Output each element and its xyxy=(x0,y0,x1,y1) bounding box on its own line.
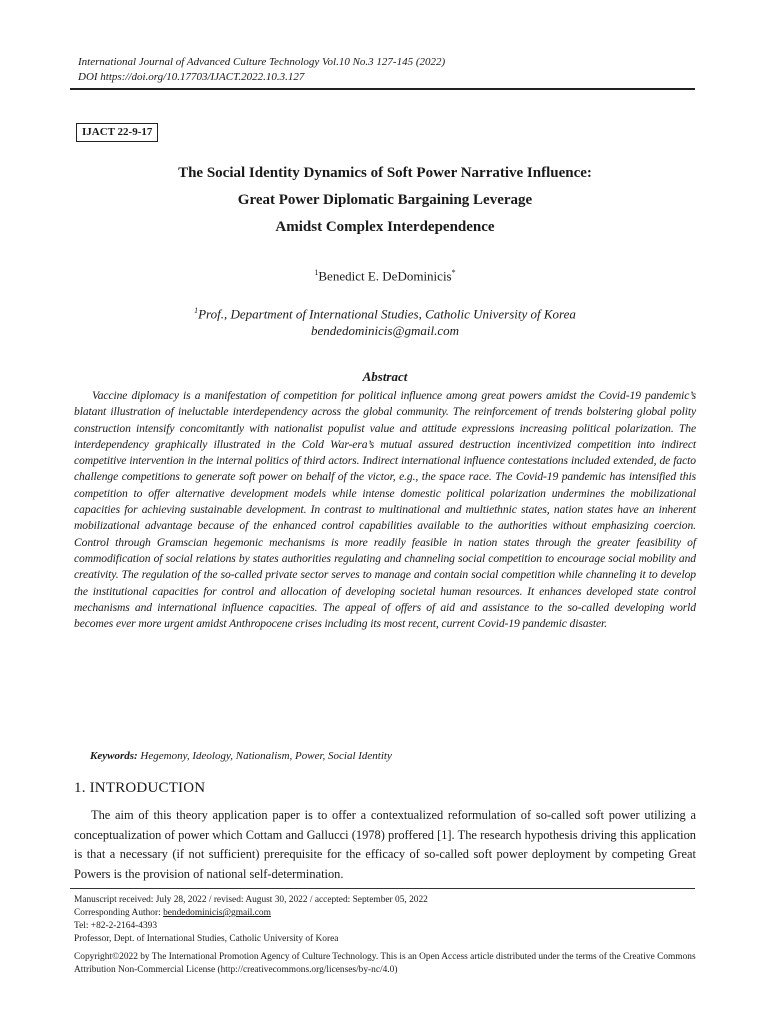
author-email[interactable]: bendedominicis@gmail.com xyxy=(310,323,460,339)
abstract-text: Vaccine diplomacy is a manifestation of competition for political influence among great powers amidst the Covid-19 pandemic’s blatant illustration of ineluctable interdependency across the global community. The reinforcement of trends bolstering global polity construction intensify concomitantly with nationalist populist value and attitude expressions increasing political polarization. The interdependency graphically illustrated in the Cold War-era’s mutual assured destruction incentivized competition into indirect competitive intervention in the internal politics of third actors. Indirect international influence contestations included extended, de facto challenge competitions to generate soft power on behalf of the victor, e.g., the space race. The Covid-19 pandemic has intensified this competition to offer alternative development models while intense domestic political polarization undermines the mobilizational capacities for achieving sustainable development. In contrast to multinational and multiethnic states, nation states have an inherent mobilizational advantage because of the enhanced control capabilities available to the authorities without emphasizing coercion. Control through Gramscian hegemonic mechanisms is more readily feasible in nation states through the greater feasibility of commodification of social relations by states authorities regulating and channeling social competition to encourage social mobility and creativity. The regulation of the so-called private sector serves to manage and contain social competition while channeling it to develop the institutional capacities for control and allocation of developing societal human resources. It enhances developed state control mechanisms and international influence capacities. The appeal of offers of aid and assistance to the so-called developing world becomes ever more urgent amidst Anthropocene crises including its most recent, current Covid-19 pandemic disaster. xyxy=(74,389,696,631)
telephone: Tel: +82-2-2164-4393 xyxy=(74,921,158,931)
introduction-paragraph: The aim of this theory application paper is to offer a contextualized reformulation of so-called soft power utilizing a conceptualization of power which Cottam and Gallucci (1978) proffered [1]. The research hypothesis driving this application is that a necessary (if not sufficient) prerequisite for the efficacy of so-called soft power deployment by competing Great Powers is the provision of national self-determination. xyxy=(74,808,696,881)
author-line xyxy=(80,265,690,284)
title-line-2: Great Power Diplomatic Bargaining Leverage xyxy=(237,192,533,208)
footnotes xyxy=(74,894,696,946)
author-name: Benedict E. DeDominicis xyxy=(318,268,452,284)
corresponding-label: Corresponding Author: xyxy=(74,908,164,918)
doi-line[interactable]: DOI https://doi.org/10.17703/IJACT.2022.10.3.127 xyxy=(78,71,305,83)
paper-title xyxy=(80,160,690,241)
title-line-3: Amidst Complex Interdependence xyxy=(275,219,495,235)
running-header xyxy=(78,55,698,85)
corresponding-email-link[interactable]: bendedominicis@gmail.com xyxy=(163,908,271,918)
corresponding-author xyxy=(74,907,696,920)
affiliation-text: Prof., Department of International Studies, Catholic University of Korea xyxy=(198,306,576,322)
keywords xyxy=(90,750,690,762)
author-position: Professor, Dept. of International Studies, Catholic University of Korea xyxy=(74,934,339,944)
journal-citation: International Journal of Advanced Culture Technology Vol.10 No.3 127-145 (2022) xyxy=(78,56,446,68)
author-affiliation-marker: 1 xyxy=(314,268,319,277)
section-heading-introduction: 1. INTRODUCTION xyxy=(74,780,206,796)
title-line-1: The Social Identity Dynamics of Soft Power Narrative Influence: xyxy=(178,165,592,181)
header-divider xyxy=(70,88,695,90)
manuscript-dates: Manuscript received: July 28, 2022 / revised: August 30, 2022 / accepted: September 05, 2022 xyxy=(74,895,428,905)
keywords-list: Hegemony, Ideology, Nationalism, Power, Social Identity xyxy=(140,750,392,762)
paper-id-box: IJACT 22-9-17 xyxy=(76,123,158,142)
affiliation-marker: 1 xyxy=(194,306,199,315)
footnote-divider xyxy=(70,888,695,889)
keywords-label: Keywords: xyxy=(90,750,138,762)
abstract-heading: Abstract xyxy=(362,369,408,384)
copyright-notice: Copyright©2022 by The International Promotion Agency of Culture Technology. This is an Open Access article distributed under the terms of the Creative Commons Attribution Non-Commercial License (http://creativecommons.org/licenses/by-nc/4.0) xyxy=(74,952,696,975)
affiliation xyxy=(80,302,690,339)
corresponding-marker: * xyxy=(451,268,456,277)
